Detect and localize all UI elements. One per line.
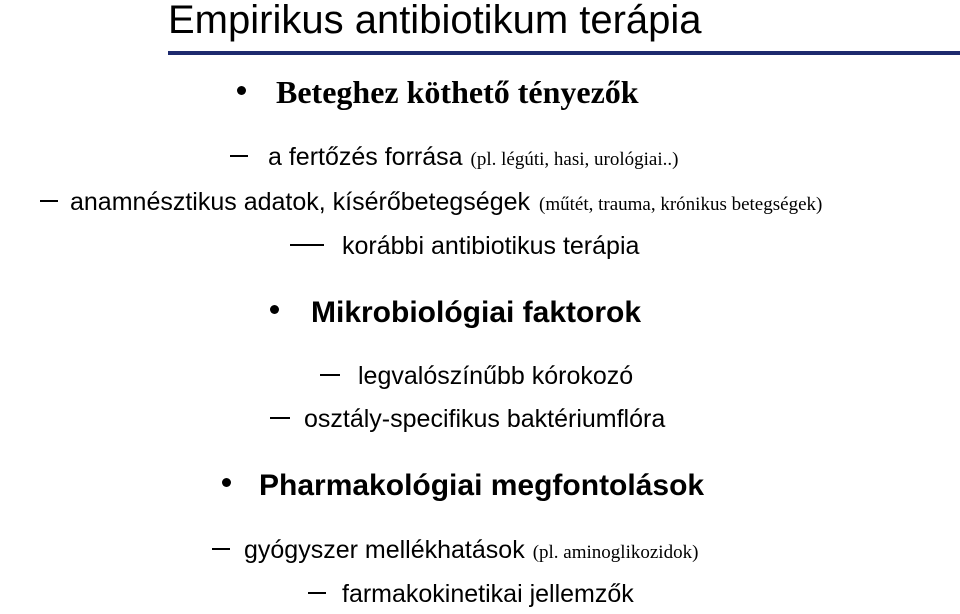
section-1-bullet xyxy=(237,74,639,111)
section-3-bullet xyxy=(222,469,704,503)
dash-icon xyxy=(230,155,248,157)
dash-icon xyxy=(308,592,326,594)
section-3-item-2 xyxy=(308,580,634,609)
dash-icon xyxy=(320,374,340,376)
section-3-heading: Pharmakológiai megfontolások xyxy=(259,469,705,502)
section-1-item-2 xyxy=(40,188,822,217)
section-1-item-1 xyxy=(230,143,678,172)
item-text: anamnésztikus adatok, kísérőbetegségek xyxy=(70,188,530,216)
item-text: osztály-specifikus baktériumflóra xyxy=(304,405,666,433)
section-1-item-3 xyxy=(290,232,639,261)
bullet-icon xyxy=(222,478,231,487)
dash-icon xyxy=(212,548,230,550)
item-text: gyógyszer mellékhatások xyxy=(244,536,525,564)
title-underline xyxy=(168,51,960,55)
item-text: legvalószínűbb kórokozó xyxy=(358,362,634,390)
item-text: a fertőzés forrása xyxy=(268,143,463,171)
bullet-icon xyxy=(270,305,279,314)
section-2-heading: Mikrobiológiai faktorok xyxy=(311,296,642,329)
section-1-heading: Beteghez köthető tényezők xyxy=(276,74,639,110)
item-note: (műtét, trauma, krónikus betegségek) xyxy=(539,194,823,215)
item-text: korábbi antibiotikus terápia xyxy=(342,232,640,260)
dash-icon xyxy=(40,200,58,202)
section-2-bullet xyxy=(270,296,641,330)
dash-icon xyxy=(270,417,290,419)
section-2-item-1 xyxy=(320,362,633,391)
section-2-item-2 xyxy=(270,405,665,434)
item-text: farmakokinetikai jellemzők xyxy=(342,580,634,608)
item-note: (pl. légúti, hasi, urológiai..) xyxy=(470,149,679,170)
bullet-icon xyxy=(237,86,246,95)
item-note: (pl. aminoglikozidok) xyxy=(532,542,699,563)
slide-title: Empirikus antibiotikum terápia xyxy=(168,0,702,42)
dash-icon xyxy=(290,244,324,246)
section-3-item-1 xyxy=(212,536,698,565)
